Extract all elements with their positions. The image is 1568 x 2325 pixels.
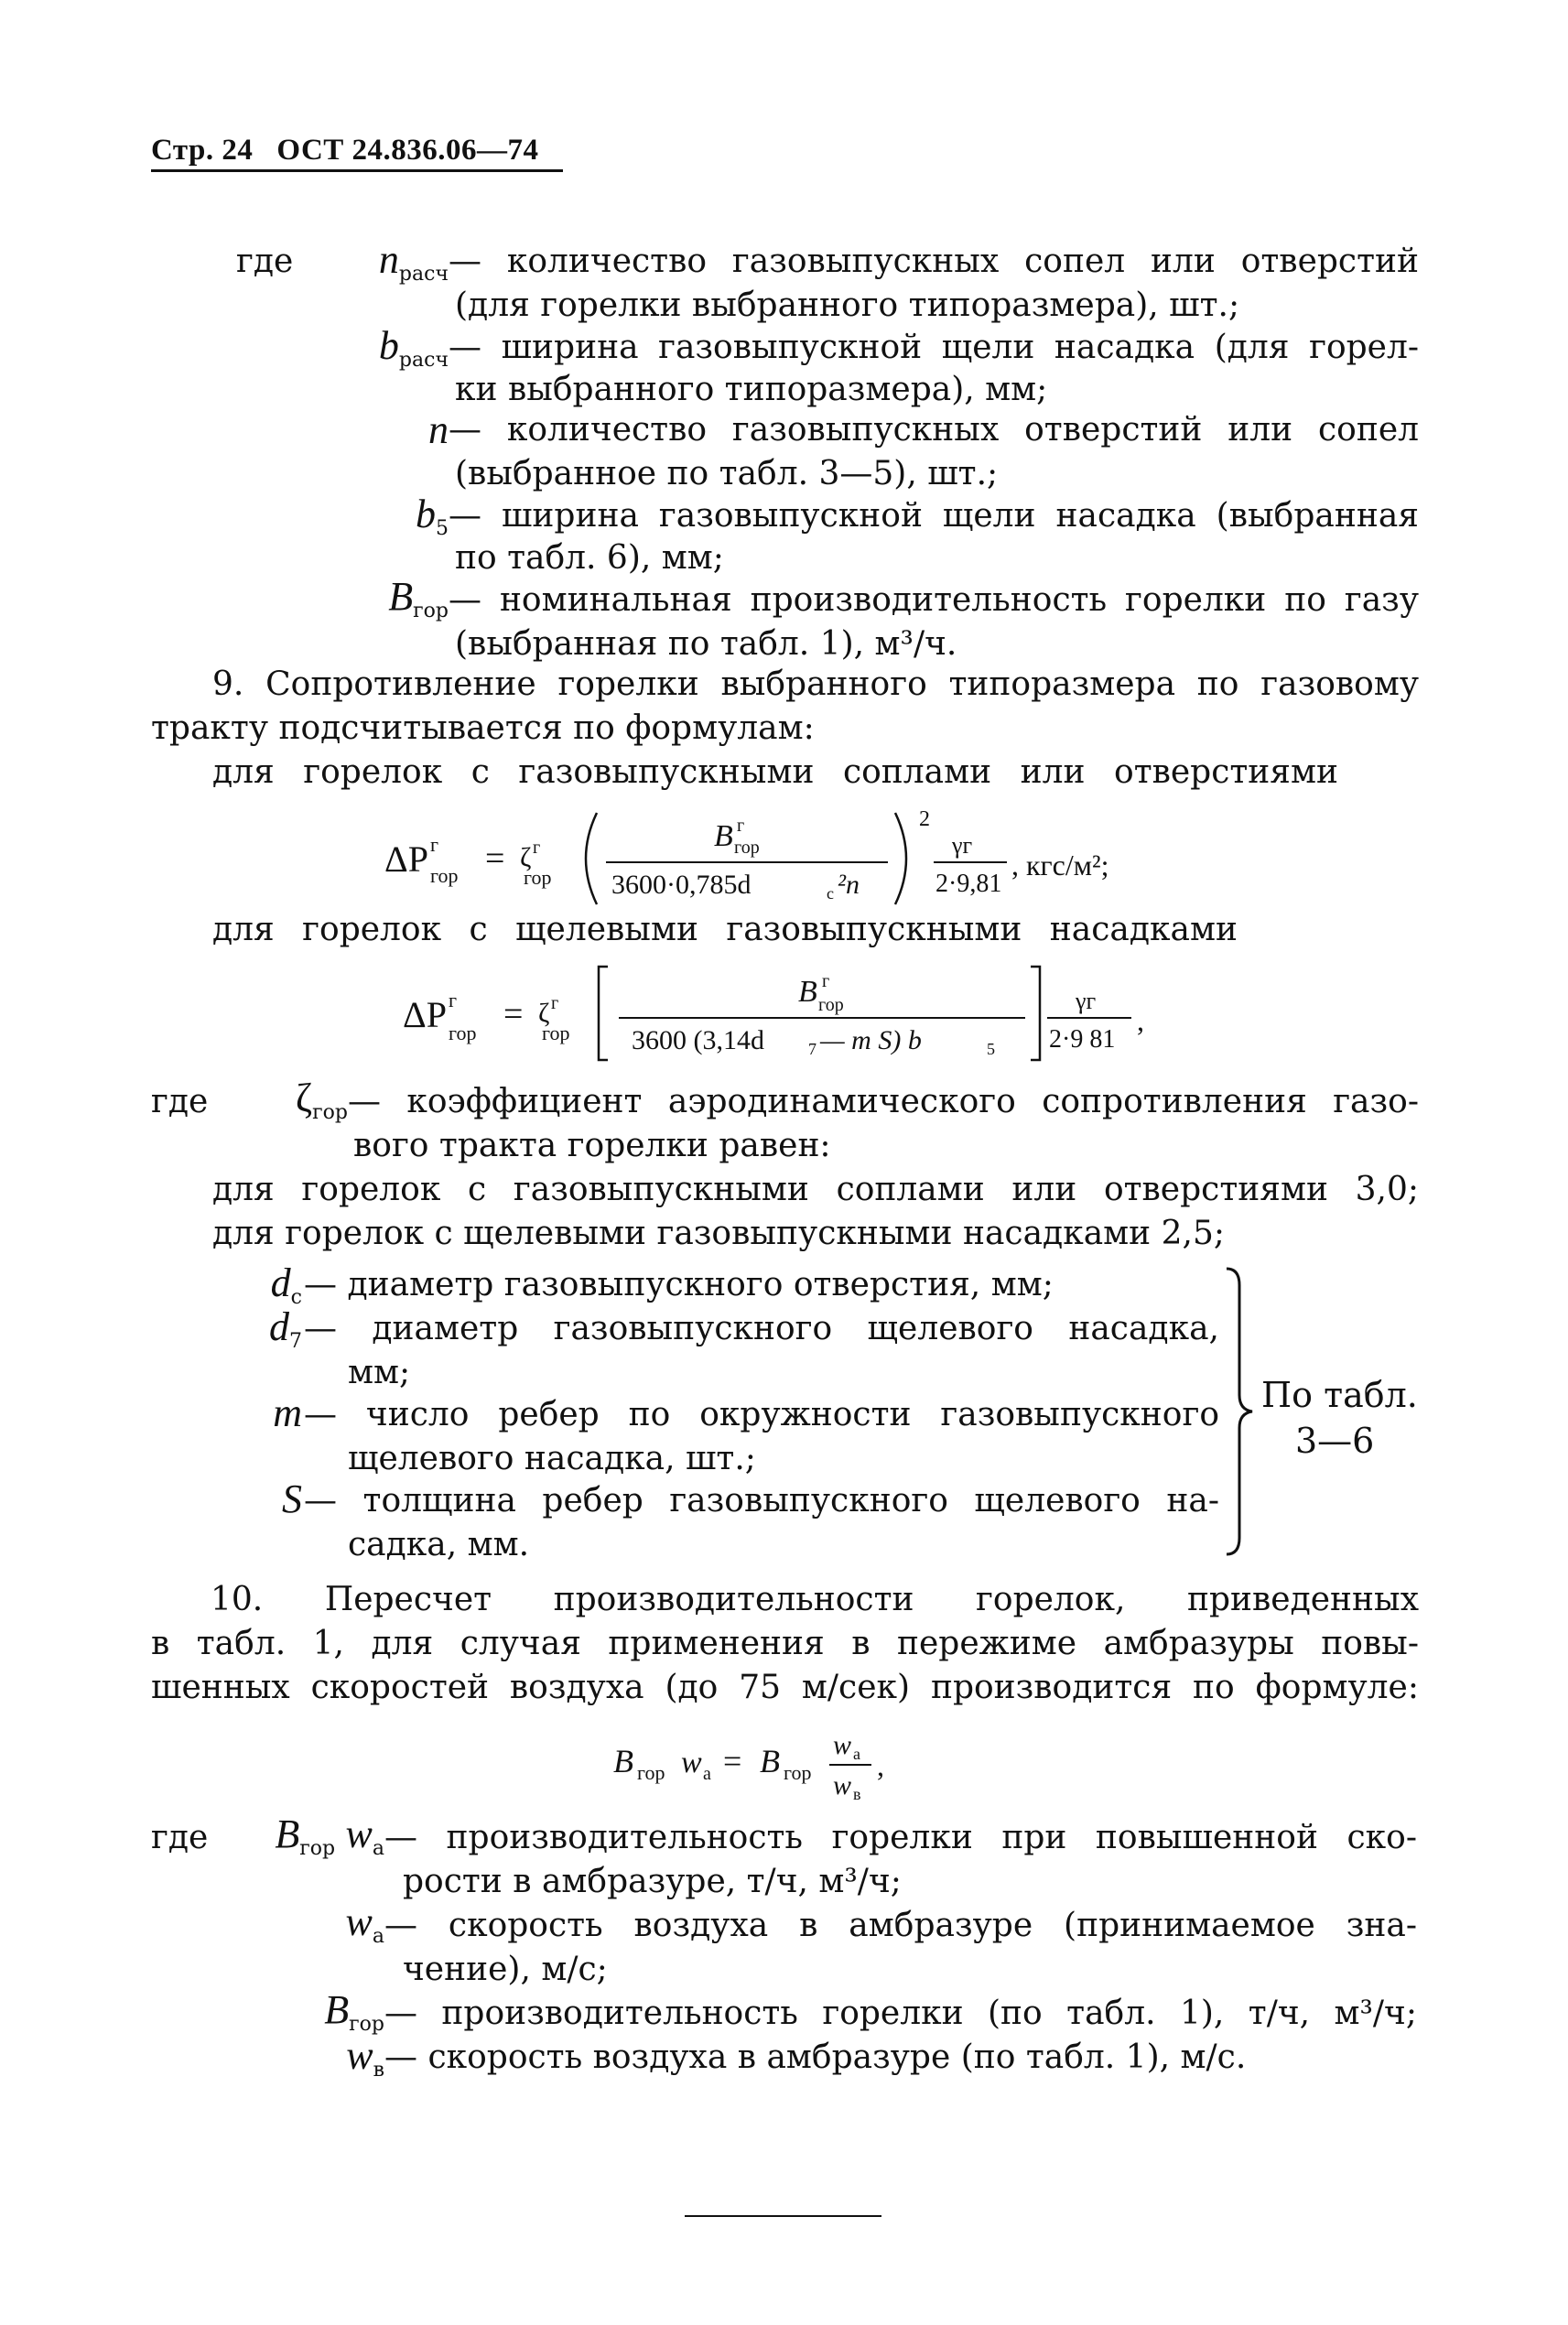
f2-den-sub: 7	[808, 1040, 816, 1058]
f1-lhs: ΔP	[384, 838, 428, 880]
formula-3	[604, 1721, 989, 1812]
f1-den-tail: ²n	[838, 870, 860, 900]
f3-den-sub: в	[853, 1785, 861, 1803]
f2-eq: =	[503, 995, 524, 1033]
f3-lhs: B	[613, 1743, 633, 1779]
brace-note-line2: 3—6	[1295, 1421, 1375, 1461]
para9-line1: 9. Сопротивление горелки выбранного типоразмера по газовому	[212, 665, 1419, 703]
case2-label: для горелок с щелевыми газовыпускными насадками	[212, 911, 1238, 948]
def-d7-line1: — диаметр газовыпускного щелевого насадка,	[304, 1310, 1219, 1347]
f1-zeta-sup: г	[533, 838, 541, 858]
f1-den: 3600·0,785d	[611, 870, 752, 900]
f2-lhs: ΔP	[403, 994, 447, 1035]
f3-lhs-w: w	[681, 1746, 702, 1779]
zeta-def-line1: — коэффициент аэродинамического сопротивления газо-	[348, 1083, 1419, 1120]
end-rule	[685, 2215, 881, 2217]
zeta-value-2: для горелок с щелевыми газовыпускными насадками 2,5;	[212, 1215, 1225, 1252]
def-symbol-wv: $w_в$	[346, 2033, 384, 2082]
f3-den: w	[833, 1770, 852, 1801]
brace-note-line1: По табл.	[1261, 1375, 1418, 1415]
f3-eq: =	[723, 1743, 742, 1779]
f1-eq: =	[485, 839, 505, 878]
f2-den: 3600 (3,14d	[632, 1025, 764, 1055]
f1-power: 2	[919, 807, 930, 831]
zeta-value-1: для горелок с газовыпускными соплами или отверстиями 3,0;	[212, 1171, 1419, 1208]
f1-g-den: 2·9,81	[935, 870, 1002, 898]
para10-line3: шенных скоростей воздуха (до 75 м/сек) производится по формуле:	[151, 1669, 1419, 1706]
def-wa-line1: — скорость воздуха в амбразуре (принимаемое зна-	[384, 1907, 1417, 1944]
def-n-line2: (выбранное по табл. 3—5), шт.;	[455, 455, 999, 492]
f2-g-num: γг	[1076, 988, 1097, 1014]
def-Bgor-wa-line2: рости в амбразуре, т/ч, м³/ч;	[403, 1863, 902, 1900]
formula-2	[384, 961, 1263, 1062]
f2-zeta: ζ	[538, 998, 550, 1028]
def-S-line1: — толщина ребер газовыпускного щелевого на-	[304, 1482, 1219, 1519]
f2-num-sub: гор	[818, 995, 844, 1015]
case1-label: для горелок с газовыпускными соплами или отверстиями	[212, 753, 1338, 791]
right-brace	[1223, 1267, 1256, 1556]
def-symbol-wa: $w_a$	[345, 1899, 384, 1948]
def-n-calc-line1: — количество газовыпускных сопел или отверстий	[449, 243, 1419, 280]
def-B-gor-line2: (выбранная по табл. 1), м³/ч.	[455, 625, 957, 663]
def-symbol-b-calc: $b_{расч}$	[378, 323, 449, 372]
def-symbol-n-calc: $n_{расч}$	[378, 237, 449, 286]
para9-line2: тракту подсчитывается по формулам:	[151, 709, 815, 747]
f1-unit: , кгс/м²;	[1011, 849, 1109, 881]
def-wv-line1: — скорость воздуха в амбразуре (по табл. 1), м/с.	[384, 2038, 1247, 2076]
def-symbol-dc: $d_c$	[270, 1260, 302, 1309]
def-symbol-B-gor: $B_{гор}$	[388, 574, 449, 622]
f2-lhs-sup: г	[449, 989, 458, 1011]
def-wa-line2: чение), м/с;	[403, 1951, 608, 1988]
where-word-3: где	[151, 1819, 209, 1856]
f1-zeta: ζ	[520, 842, 532, 872]
def-m-line2: щелевого насадка, шт.;	[348, 1440, 756, 1477]
f3-num-sub: a	[853, 1745, 860, 1763]
f2-lhs-sub: гор	[449, 1022, 477, 1044]
where-word: где	[236, 243, 294, 280]
f3-lhs-w-sub: a	[703, 1764, 711, 1784]
page-number: Стр. 24	[151, 134, 254, 167]
def-n-calc-line2: (для горелки выбранного типоразмера), шт.;	[455, 287, 1240, 324]
page-header	[151, 134, 563, 172]
f2-zeta-sub: гор	[542, 1022, 570, 1044]
def-b-calc-line1: — ширина газовыпускной щели насадка (для горел-	[449, 329, 1419, 366]
zeta-def-line2: вого тракта горелки равен:	[353, 1127, 831, 1164]
f1-zeta-sub: гор	[524, 866, 552, 889]
def-symbol-Bgor: $B_{гор}$	[324, 1987, 384, 2036]
para10-line2: в табл. 1, для случая применения в пережиме амбразуры повы-	[151, 1625, 1419, 1662]
def-Bgor-wa-line1: — производительность горелки при повышенной ско-	[384, 1819, 1417, 1856]
f3-rhs: B	[760, 1743, 780, 1779]
f1-den-sub: c	[827, 884, 834, 903]
f1-num-sup: г	[737, 816, 745, 836]
def-d7-line2: мм;	[348, 1354, 411, 1391]
def-dc-line1: — диаметр газовыпускного отверстия, мм;	[304, 1266, 1054, 1303]
def-m-line1: — число ребер по окружности газовыпускного	[304, 1396, 1219, 1433]
f3-rhs-sub: гор	[784, 1761, 812, 1784]
def-n-line1: — количество газовыпускных отверстий или сопел	[449, 411, 1419, 449]
def-b5-line2: по табл. 6), мм;	[455, 539, 724, 577]
f2-unit: ,	[1137, 1004, 1144, 1037]
f2-num-sup: г	[822, 971, 830, 991]
def-symbol-S: S	[282, 1476, 302, 1521]
f1-num: B	[714, 819, 733, 853]
f1-g-num: γг	[952, 832, 973, 859]
f2-den-tail: — m S) b	[820, 1025, 922, 1055]
f3-num: w	[833, 1730, 852, 1760]
def-B-gor-line1: — номинальная производительность горелки по газу	[449, 581, 1419, 619]
f3-tail: ,	[877, 1749, 884, 1782]
def-symbol-b5: $b_5$	[416, 492, 449, 540]
zeta-where: где	[151, 1083, 209, 1120]
f3-lhs-sub: гор	[637, 1761, 665, 1784]
def-Bgor-line1: — производительность горелки (по табл. 1), т/ч, м³/ч;	[384, 1995, 1417, 2032]
def-b-calc-line2: ки выбранного типоразмера), мм;	[455, 371, 1048, 408]
def-S-line2: садка, мм.	[348, 1526, 530, 1563]
f1-lhs-sub: гор	[430, 864, 459, 887]
def-b5-line1: — ширина газовыпускной щели насадка (выбранная	[449, 497, 1419, 535]
f1-lhs-sup: г	[430, 833, 439, 856]
f1-num-sub: гор	[734, 838, 760, 858]
f2-den-sub2: 5	[987, 1040, 995, 1058]
f2-num: B	[798, 975, 817, 1009]
def-symbol-d7: $d_7$	[269, 1304, 302, 1353]
f2-g-den: 2·9 81	[1049, 1025, 1116, 1054]
standard-code: ОСТ 24.836.06—74	[276, 134, 539, 167]
def-symbol-Bgor-wa: $B_{гор}$ $w_a$	[275, 1811, 384, 1860]
def-symbol-m: m	[273, 1390, 302, 1435]
f2-zeta-sup: г	[551, 993, 559, 1013]
formula-1	[366, 806, 1245, 906]
def-symbol-n: n	[428, 407, 449, 452]
para10-line1: 10. Пересчет производительности горелок, приведенных	[211, 1581, 1419, 1618]
zeta-symbol: $\zeta_{гор}$	[295, 1076, 348, 1124]
